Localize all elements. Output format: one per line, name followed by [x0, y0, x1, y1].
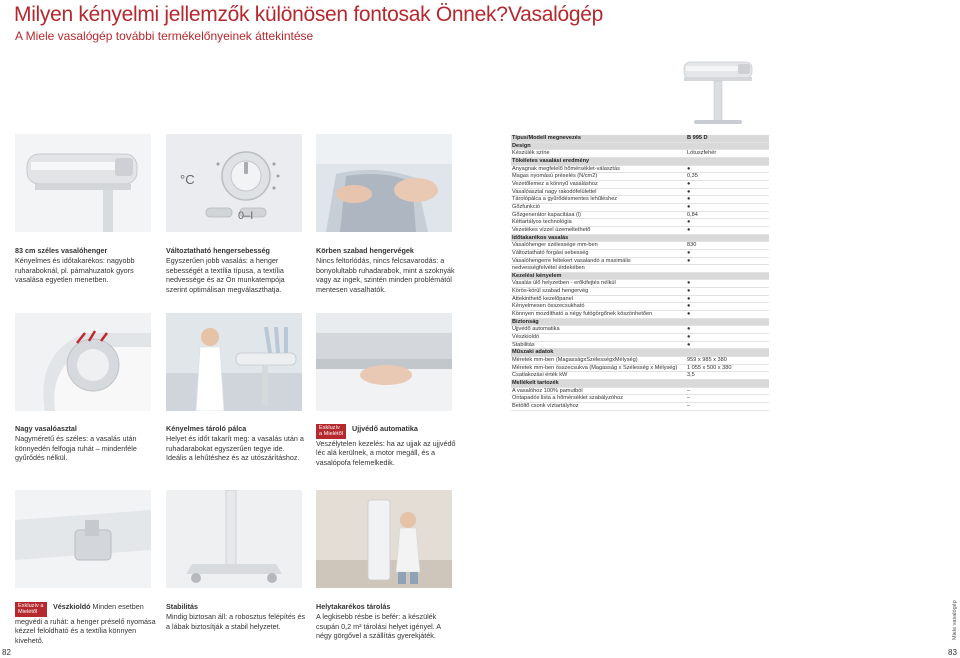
spec-value: 1 055 x 500 x 380: [687, 364, 732, 371]
spec-row: [511, 326, 769, 334]
spec-value: 0,84: [687, 211, 698, 218]
feature-roller-width: [15, 246, 155, 285]
spec-label: Gőzfunkció: [512, 203, 540, 210]
spec-label: Anyagnak megfelelő hőmérséklet-választás: [512, 165, 620, 172]
spec-row: [511, 395, 769, 403]
feature-head: Nagy vasalóasztal: [15, 424, 77, 433]
spec-label: Magas nyomású préselés (N/cm2): [512, 173, 598, 180]
feature-head: Kényelmes tároló pálca: [166, 424, 247, 433]
spec-label: Körös-körül szabad hengervég: [512, 288, 589, 295]
spec-value: ●: [687, 226, 691, 233]
spec-value: ●: [687, 288, 691, 295]
spec-row: [511, 280, 769, 288]
spec-label: Tárolópálca a gyűrődésmentes lehűléshez: [512, 196, 618, 203]
spec-label: Vezetékes vízzel üzemeltethető: [512, 226, 591, 233]
spec-row: [511, 303, 769, 311]
ironer-product-photo: [678, 52, 758, 128]
spec-value: [686, 273, 769, 280]
spec-value: [686, 380, 769, 387]
feature-head: 83 cm széles vasalóhenger: [15, 246, 108, 255]
spec-label: Méretek mm-ben összecsukva (Magasság x Szélesség x Mélység): [512, 364, 678, 371]
spec-row: [511, 242, 769, 250]
spec-row: [511, 265, 769, 273]
spec-section-header: [511, 273, 769, 281]
feature-body: Minden esetben megvédi a ruhát: a henger préselő nyomása kézzel feloldható és a textília könnyen kivehető.: [15, 602, 156, 646]
spec-value: 0,35: [687, 173, 698, 180]
spec-label: Kezelési kényelem: [512, 272, 562, 279]
page-subtitle: A Miele vasalógép további termékelőnyeinek áttekintése: [15, 29, 314, 43]
vertical-label: Miele vasalógép: [952, 600, 958, 640]
spec-row: [511, 288, 769, 296]
ironing-table-photo: [15, 313, 151, 411]
feature-body: Kényelmes és időtakarékos: nagyobb ruharaboknál, pl. párnahuzatok gyors vasalása egyetlen menetben.: [15, 255, 135, 285]
control-dial-photo: [166, 134, 302, 232]
spec-value: [686, 143, 769, 150]
spec-row: [511, 212, 769, 220]
spec-value: B 995 D: [687, 135, 708, 141]
spec-label: Tökéletes vasalási eredmény: [512, 157, 590, 164]
spec-label: Kényelmesen összecsukható: [512, 303, 585, 310]
spec-value: ●: [687, 249, 691, 256]
spec-row: [511, 372, 769, 380]
spec-label: Méretek mm-ben (MagasságxSzélességxMélység): [512, 357, 638, 364]
roller-photo: [15, 134, 151, 232]
feature-body: Nincs feltorlódás, nincs felcsavarodás: a bonyolultabb ruhadarabok, mint a szoknyák vagy az ingek, szintén minden problémától mentesen vasalhatók.: [316, 255, 455, 295]
spec-label: Vészkioldó: [512, 334, 540, 341]
feature-body: Egyszerűen jobb vasalás: a henger sebességét a textília típusa, a textília nedvessége és az Ön munkatempója szerint optimálisan megválaszthatja.: [166, 255, 285, 295]
spec-section-header: [511, 235, 769, 243]
spec-value: [686, 265, 769, 272]
spec-value: ●: [687, 196, 691, 203]
spec-label: Típus/Modell megnevezés: [512, 135, 582, 141]
feature-large-table: [15, 424, 155, 463]
spec-value: ●: [687, 180, 691, 187]
spec-row: [511, 219, 769, 227]
spec-section-header: [511, 380, 769, 388]
exclusive-badge: Exkluzív a Mielétől: [316, 424, 346, 439]
feature-head: Ujjvédő automatika: [352, 424, 418, 433]
spec-label: Műszaki adatok: [512, 349, 554, 356]
section-title: Vasalógép: [508, 3, 603, 26]
spec-row: [511, 227, 769, 235]
spec-row: [511, 173, 769, 181]
spec-row: [511, 196, 769, 204]
spec-row: [511, 342, 769, 350]
finger-guard-photo: [316, 313, 452, 411]
feature-finger-guard: [316, 424, 458, 468]
emergency-release-photo: [15, 490, 151, 588]
page-title: Milyen kényelmi jellemzők különösen fontosak Önnek?: [14, 3, 508, 26]
spec-label: Design: [512, 142, 531, 149]
spec-row: [511, 403, 769, 411]
feature-emergency-release: [15, 602, 157, 646]
spec-label: Mellékelt tartozék: [512, 380, 559, 386]
spec-row: [511, 258, 769, 266]
spec-value: Lótuszfehér: [687, 150, 717, 157]
feature-head: Vészkioldó: [53, 602, 91, 611]
feature-head: Stabilitás: [166, 602, 198, 611]
spec-label: Áttekinthető kezelőpanel: [512, 295, 573, 302]
spec-value: ●: [687, 341, 691, 348]
feature-open-roller-ends: [316, 246, 456, 295]
spec-label: Vasalóhenger szélessége mm-ben: [512, 242, 598, 249]
spec-value: ●: [687, 280, 691, 287]
spec-value: [686, 235, 769, 242]
roller-end-photo: [316, 134, 452, 232]
spec-value: ●: [687, 203, 691, 210]
feature-storage-rod: [166, 424, 306, 463]
spec-value: ●: [687, 219, 691, 226]
spec-label: Betöltő csonk víztartályhoz: [512, 402, 579, 409]
spec-table-header: [511, 135, 769, 143]
spec-row: [511, 296, 769, 304]
spec-value: ●: [687, 295, 691, 302]
feature-body: Veszélytelen kezelés: ha az ujjak az ujjvédő léc alá kerülnek, a motor megáll, és a vasalópofa felemelkedik.: [316, 438, 456, 468]
spec-row: [511, 150, 769, 158]
spec-row: [511, 388, 769, 396]
feature-compact-storage: [316, 602, 456, 641]
spec-value: 830: [687, 242, 697, 249]
spec-label: Öntapadós lista a hőmérséklet szabályzóhoz: [512, 395, 624, 402]
feature-body: Mindig biztosan áll: a robosztus felépítés és a lábak biztosítják a stabil helyzetet.: [166, 611, 306, 631]
spec-label: Változtatható forgási sebesség: [512, 249, 589, 256]
spec-value: ●: [687, 165, 691, 172]
spec-row: [511, 334, 769, 342]
feature-head: Változtatható hengersebesség: [166, 246, 270, 255]
spec-value: [686, 349, 769, 356]
spec-table: [511, 135, 769, 411]
spec-row: [511, 189, 769, 197]
spec-label: Kéttartályos technológia: [512, 219, 572, 226]
spec-value: [686, 319, 769, 326]
feature-head: Körben szabad hengervégek: [316, 246, 414, 255]
spec-row: [511, 365, 769, 373]
feature-body: A legkisebb résbe is befér: a készülék csupán 0,2 m² tárolási helyet igényel. A négy görgővel a szállítás gyerekjáték.: [316, 611, 441, 641]
spec-row: [511, 250, 769, 258]
temperature-label: °C: [180, 172, 195, 187]
spec-label: Könnyen mozdítható a négy futógörgőnek köszönhetően: [512, 311, 653, 318]
spec-label: Készülék színe: [512, 150, 550, 157]
compact-storage-photo: [316, 490, 452, 588]
spec-section-header: [511, 319, 769, 327]
spec-row: [511, 311, 769, 319]
feature-head: Helytakarékos tárolás: [316, 602, 391, 611]
spec-row: [511, 166, 769, 174]
spec-label: Vasalóhengerre feltekert vasalandó a maximális: [512, 257, 631, 264]
spec-value: 3,5: [687, 372, 695, 379]
spec-label: Gőzgenerátor kapacitása (l): [512, 211, 582, 218]
spec-label: Biztonság: [512, 318, 539, 325]
woman-ironing-photo: [166, 313, 302, 411]
spec-label: Ujjvédő automatika: [512, 326, 560, 333]
spec-value: ●: [687, 257, 691, 264]
feature-roller-speed: [166, 246, 306, 295]
spec-row: [511, 204, 769, 212]
spec-section-header: [511, 143, 769, 151]
spec-value: –: [687, 395, 691, 402]
spec-label: Vasalóasztal nagy rakodófelülettel: [512, 188, 597, 195]
spec-row: [511, 357, 769, 365]
spec-label: Vezetőlemez a könnyű vasaláshoz: [512, 180, 598, 187]
spec-label: Stabilitás: [512, 341, 535, 348]
spec-value: –: [687, 402, 691, 409]
spec-value: ●: [687, 326, 691, 333]
stand-legs-photo: [166, 490, 302, 588]
spec-value: ●: [687, 303, 691, 310]
switch-label: 0–I: [238, 210, 254, 222]
spec-label: nedvességfelvétel érdekében: [512, 265, 585, 272]
spec-label: Vasalás ülő helyzetben - erőkifejtés nélkül: [512, 280, 616, 287]
page-number-right: 83: [948, 648, 957, 657]
spec-section-header: [511, 158, 769, 166]
spec-value: [686, 158, 769, 165]
spec-value: ●: [687, 188, 691, 195]
spec-value: 959 x 985 x 380: [687, 357, 727, 364]
spec-section-header: [511, 349, 769, 357]
feature-body: Nagyméretű és széles: a vasalás után könnyedén felfogja ruhát – mindenféle gyűrődés nélkül.: [15, 433, 137, 463]
spec-label: A vasalóhoz 100% pamutból: [512, 387, 583, 394]
page-number-left: 82: [2, 648, 11, 657]
spec-value: ●: [687, 311, 691, 318]
spec-value: –: [687, 387, 691, 394]
spec-value: ●: [687, 334, 691, 341]
spec-label: Csatlakozási érték kW: [512, 372, 568, 379]
feature-stability: [166, 602, 306, 631]
spec-row: [511, 181, 769, 189]
spec-label: Időtakarékos vasalás: [512, 234, 569, 241]
exclusive-badge: Exkluzív a Mielétől: [15, 602, 47, 617]
feature-body: Helyet és időt takarít meg: a vasalás után a ruhadarabokat egyszerűen tegye ide. Ideális a lehűtéshez és az utószárításhoz.: [166, 433, 304, 463]
